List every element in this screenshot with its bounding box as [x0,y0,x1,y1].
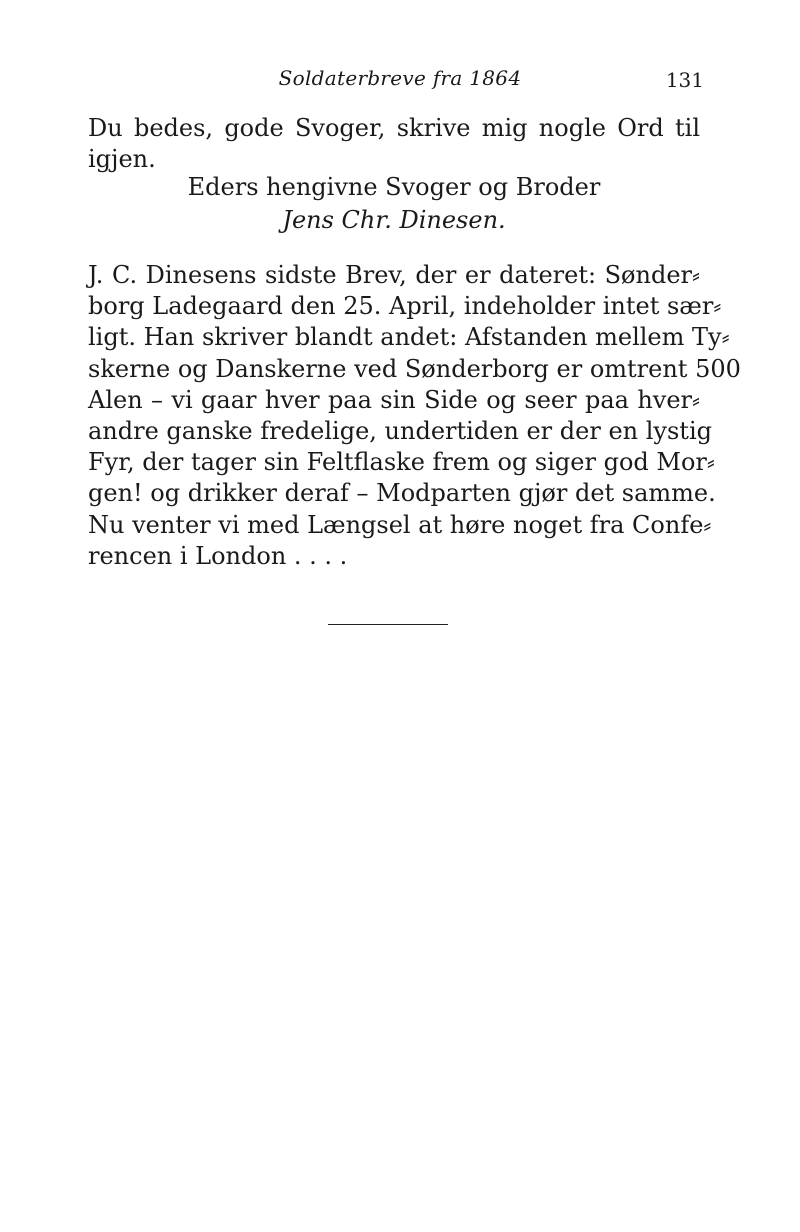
text-line: igjen. [88,145,156,174]
letter-ending [88,113,700,175]
text-line: rencen i London . . . . [88,541,348,570]
text-line: skerne og Danskerne ved Sønderborg er omtrent 500 [88,354,741,383]
letter-closing [88,171,700,237]
running-title: Soldaterbreve fra 1864 [278,66,522,90]
text-line: borg Ladegaard den 25. April, indeholder intet sær⸗ [88,292,722,321]
page-number: 131 [665,68,704,92]
section-divider [328,624,448,625]
text-line: ligt. Han skriver blandt andet: Afstanden mellem Ty⸗ [88,323,730,352]
text-line: Alen – vi gaar hver paa sin Side og seer paa hver⸗ [88,385,700,414]
text-line: gen! og drikker deraf – Modparten gjør det samme. [88,479,716,508]
signature: Jens Chr. Dinesen. [282,206,506,234]
body-paragraph [88,260,741,572]
text-line: andre ganske fredelige, undertiden er der en lystig [88,417,712,446]
text-line: J. C. Dinesens sidste Brev, der er dateret: Sønder⸗ [88,261,700,289]
text-line: Du bedes, gode Svoger, skrive mig nogle Ord til [88,114,700,142]
text-line: Fyr, der tager sin Feltflaske frem og siger god Mor⸗ [88,448,715,477]
closing-salutation: Eders hengivne Svoger og Broder [187,173,601,201]
running-header [88,66,712,94]
text-line: Nu venter vi med Længsel at høre noget fra Confe⸗ [88,510,712,539]
